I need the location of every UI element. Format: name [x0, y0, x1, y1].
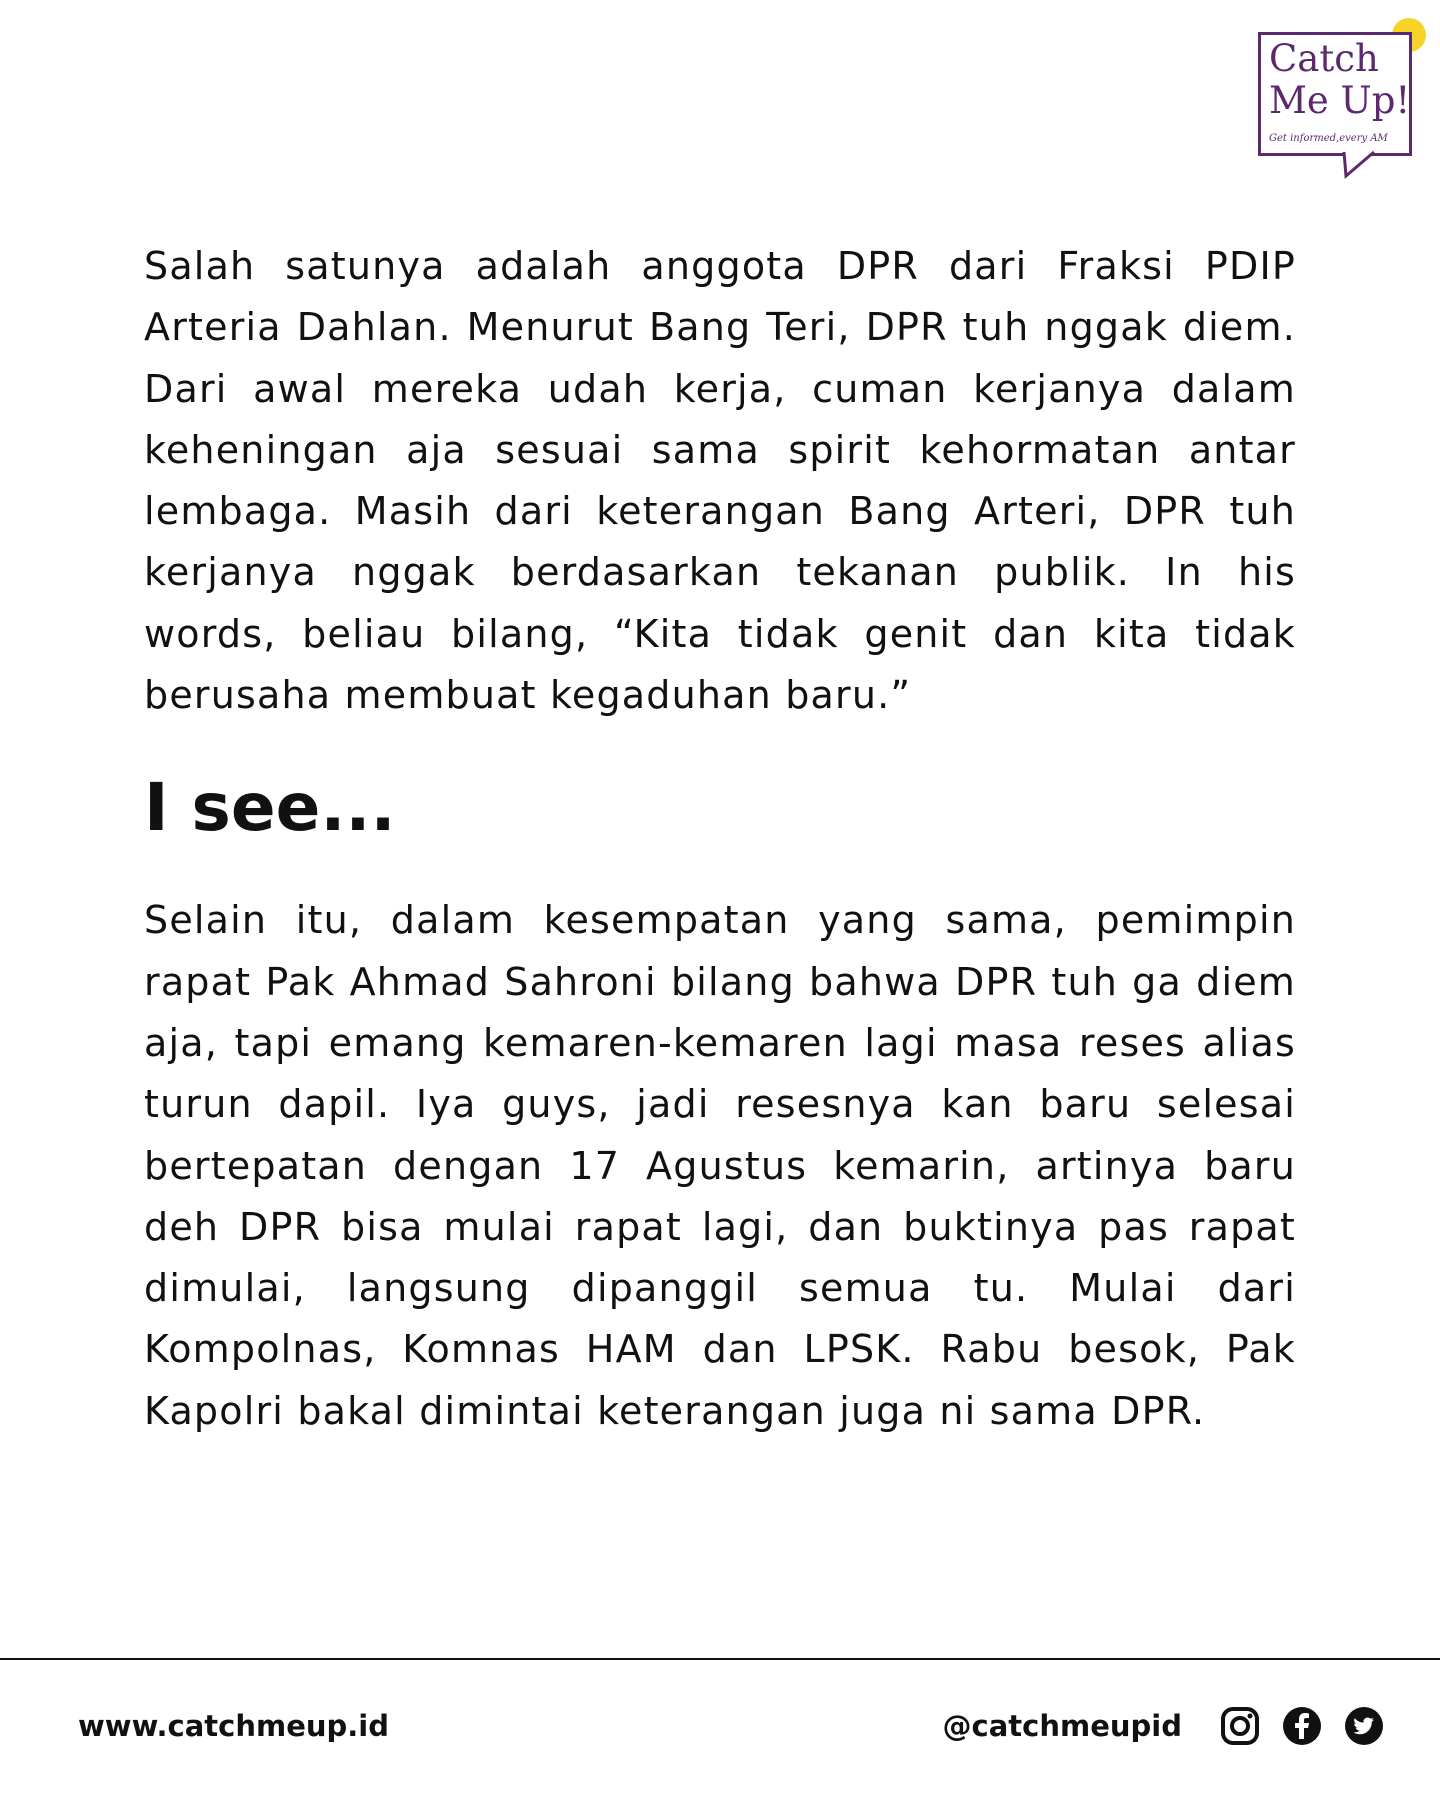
- footer-divider: [0, 1658, 1440, 1660]
- article-heading: I see...: [144, 769, 396, 847]
- logo-text-line1: Catch: [1269, 37, 1379, 80]
- footer-website-link[interactable]: www.catchmeup.id: [78, 1709, 389, 1743]
- logo-tagline: Get informed,every AM: [1269, 133, 1388, 144]
- facebook-icon[interactable]: [1282, 1706, 1322, 1746]
- speech-bubble-tail-icon: [1342, 150, 1378, 180]
- article-body: [144, 236, 1296, 1442]
- logo-text-line2: Me Up!: [1269, 79, 1411, 122]
- logo-speech-bubble: [1258, 32, 1412, 156]
- catch-me-up-logo: [1258, 32, 1418, 182]
- twitter-icon[interactable]: [1344, 1706, 1384, 1746]
- article-paragraph-2: Selain itu, dalam kesempatan yang sama, pemimpin rapat Pak Ahmad Sahroni bilang bahwa DPR tuh ga diem aja, tapi emang kemaren-kemaren lagi masa reses alias turun dapil. Iya guys, jadi resesnya kan baru selesai bertepatan dengan 17 Agustus kemarin, artinya baru deh DPR bisa mulai rapat lagi, dan buktinya pas rapat dimulai, langsung dipanggil semua tu. Mulai dari Kompolnas, Komnas HAM dan LPSK. Rabu besok, Pak Kapolri bakal dimintai keterangan juga ni sama DPR.: [144, 898, 1296, 1433]
- instagram-icon[interactable]: [1220, 1706, 1260, 1746]
- footer-social-handle[interactable]: @catchmeupid: [942, 1709, 1182, 1743]
- article-paragraph-1: Salah satunya adalah anggota DPR dari Fraksi PDIP Arteria Dahlan. Menurut Bang Teri, DPR tuh nggak diem. Dari awal mereka udah kerja, cuman kerjanya dalam keheningan aja sesuai sama spirit kehormatan antar lembaga. Masih dari keterangan Bang Arteri, DPR tuh kerjanya nggak berdasarkan tekanan publik. In his words, beliau bilang, “Kita tidak genit dan kita tidak berusaha membuat kegaduhan baru.”: [144, 244, 1296, 718]
